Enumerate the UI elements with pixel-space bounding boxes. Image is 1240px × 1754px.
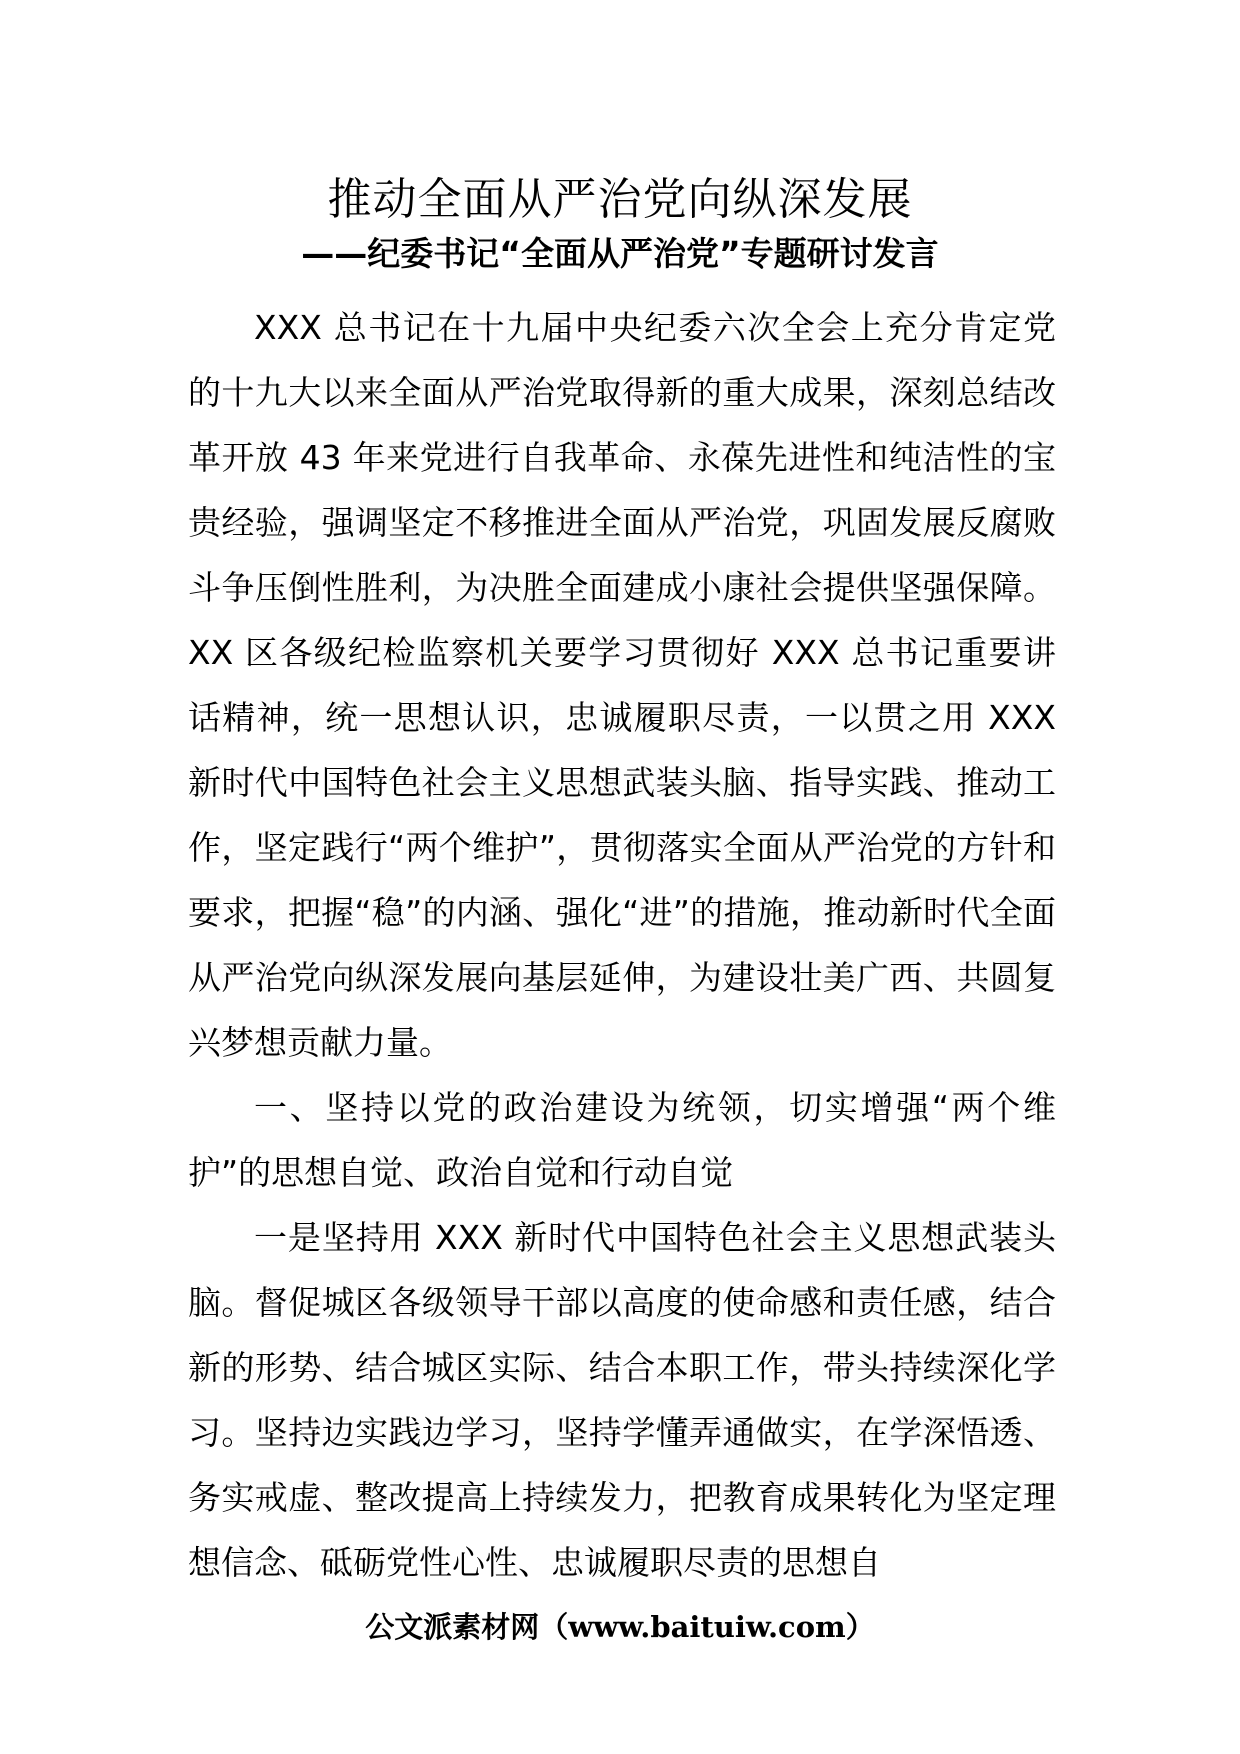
intro-paragraph: XXX 总书记在十九届中央纪委六次全会上充分肯定党的十九大以来全面从严治党取得新的重大成果，深刻总结改革开放 43 年来党进行自我革命、永葆先进性和纯洁性的宝贵经验，强调坚定不移推进全面从严治党，巩固发展反腐败斗争压倒性胜利，为决胜全面建成小康社会提供坚强保障。XX 区各级纪检监察机关要学习贯彻好 XXX 总书记重要讲话精神，统一思想认识，忠诚履职尽责，一以贯之用 XXX 新时代中国特色社会主义思想武装头脑、指导实践、推动工作，坚定践行“两个维护”，贯彻落实全面从严治党的方针和要求，把握“稳”的内涵、强化“进”的措施，推动新时代全面从严治党向纵深发展向基层延伸，为建设壮美广西、共圆复兴梦想贡献力量。 [188,308,1056,1062]
section-heading-1: 一、坚持以党的政治建设为统领，切实增强“两个维护”的思想自觉、政治自觉和行动自觉 [188,1088,1056,1192]
document-title: 推动全面从严治党向纵深发展 [327,174,913,225]
section-1-paragraph-1: 一是坚持用 XXX 新时代中国特色社会主义思想武装头脑。督促城区各级领导干部以高度的使命感和责任感，结合新的形势、结合城区实际、结合本职工作，带头持续深化学习。坚持边实践边学习，坚持学懂弄通做实，在学深悟透、务实戒虚、整改提高上持续发力，把教育成果转化为坚定理想信念、砥砺党性心性、忠诚履职尽责的思想自 [188,1218,1056,1582]
document-body [188,295,1056,1595]
document-subtitle: ——纪委书记“全面从严治党”专题研讨发言 [301,234,939,273]
footer-watermark: 公文派素材网（www.baituiw.com） [365,1610,875,1644]
